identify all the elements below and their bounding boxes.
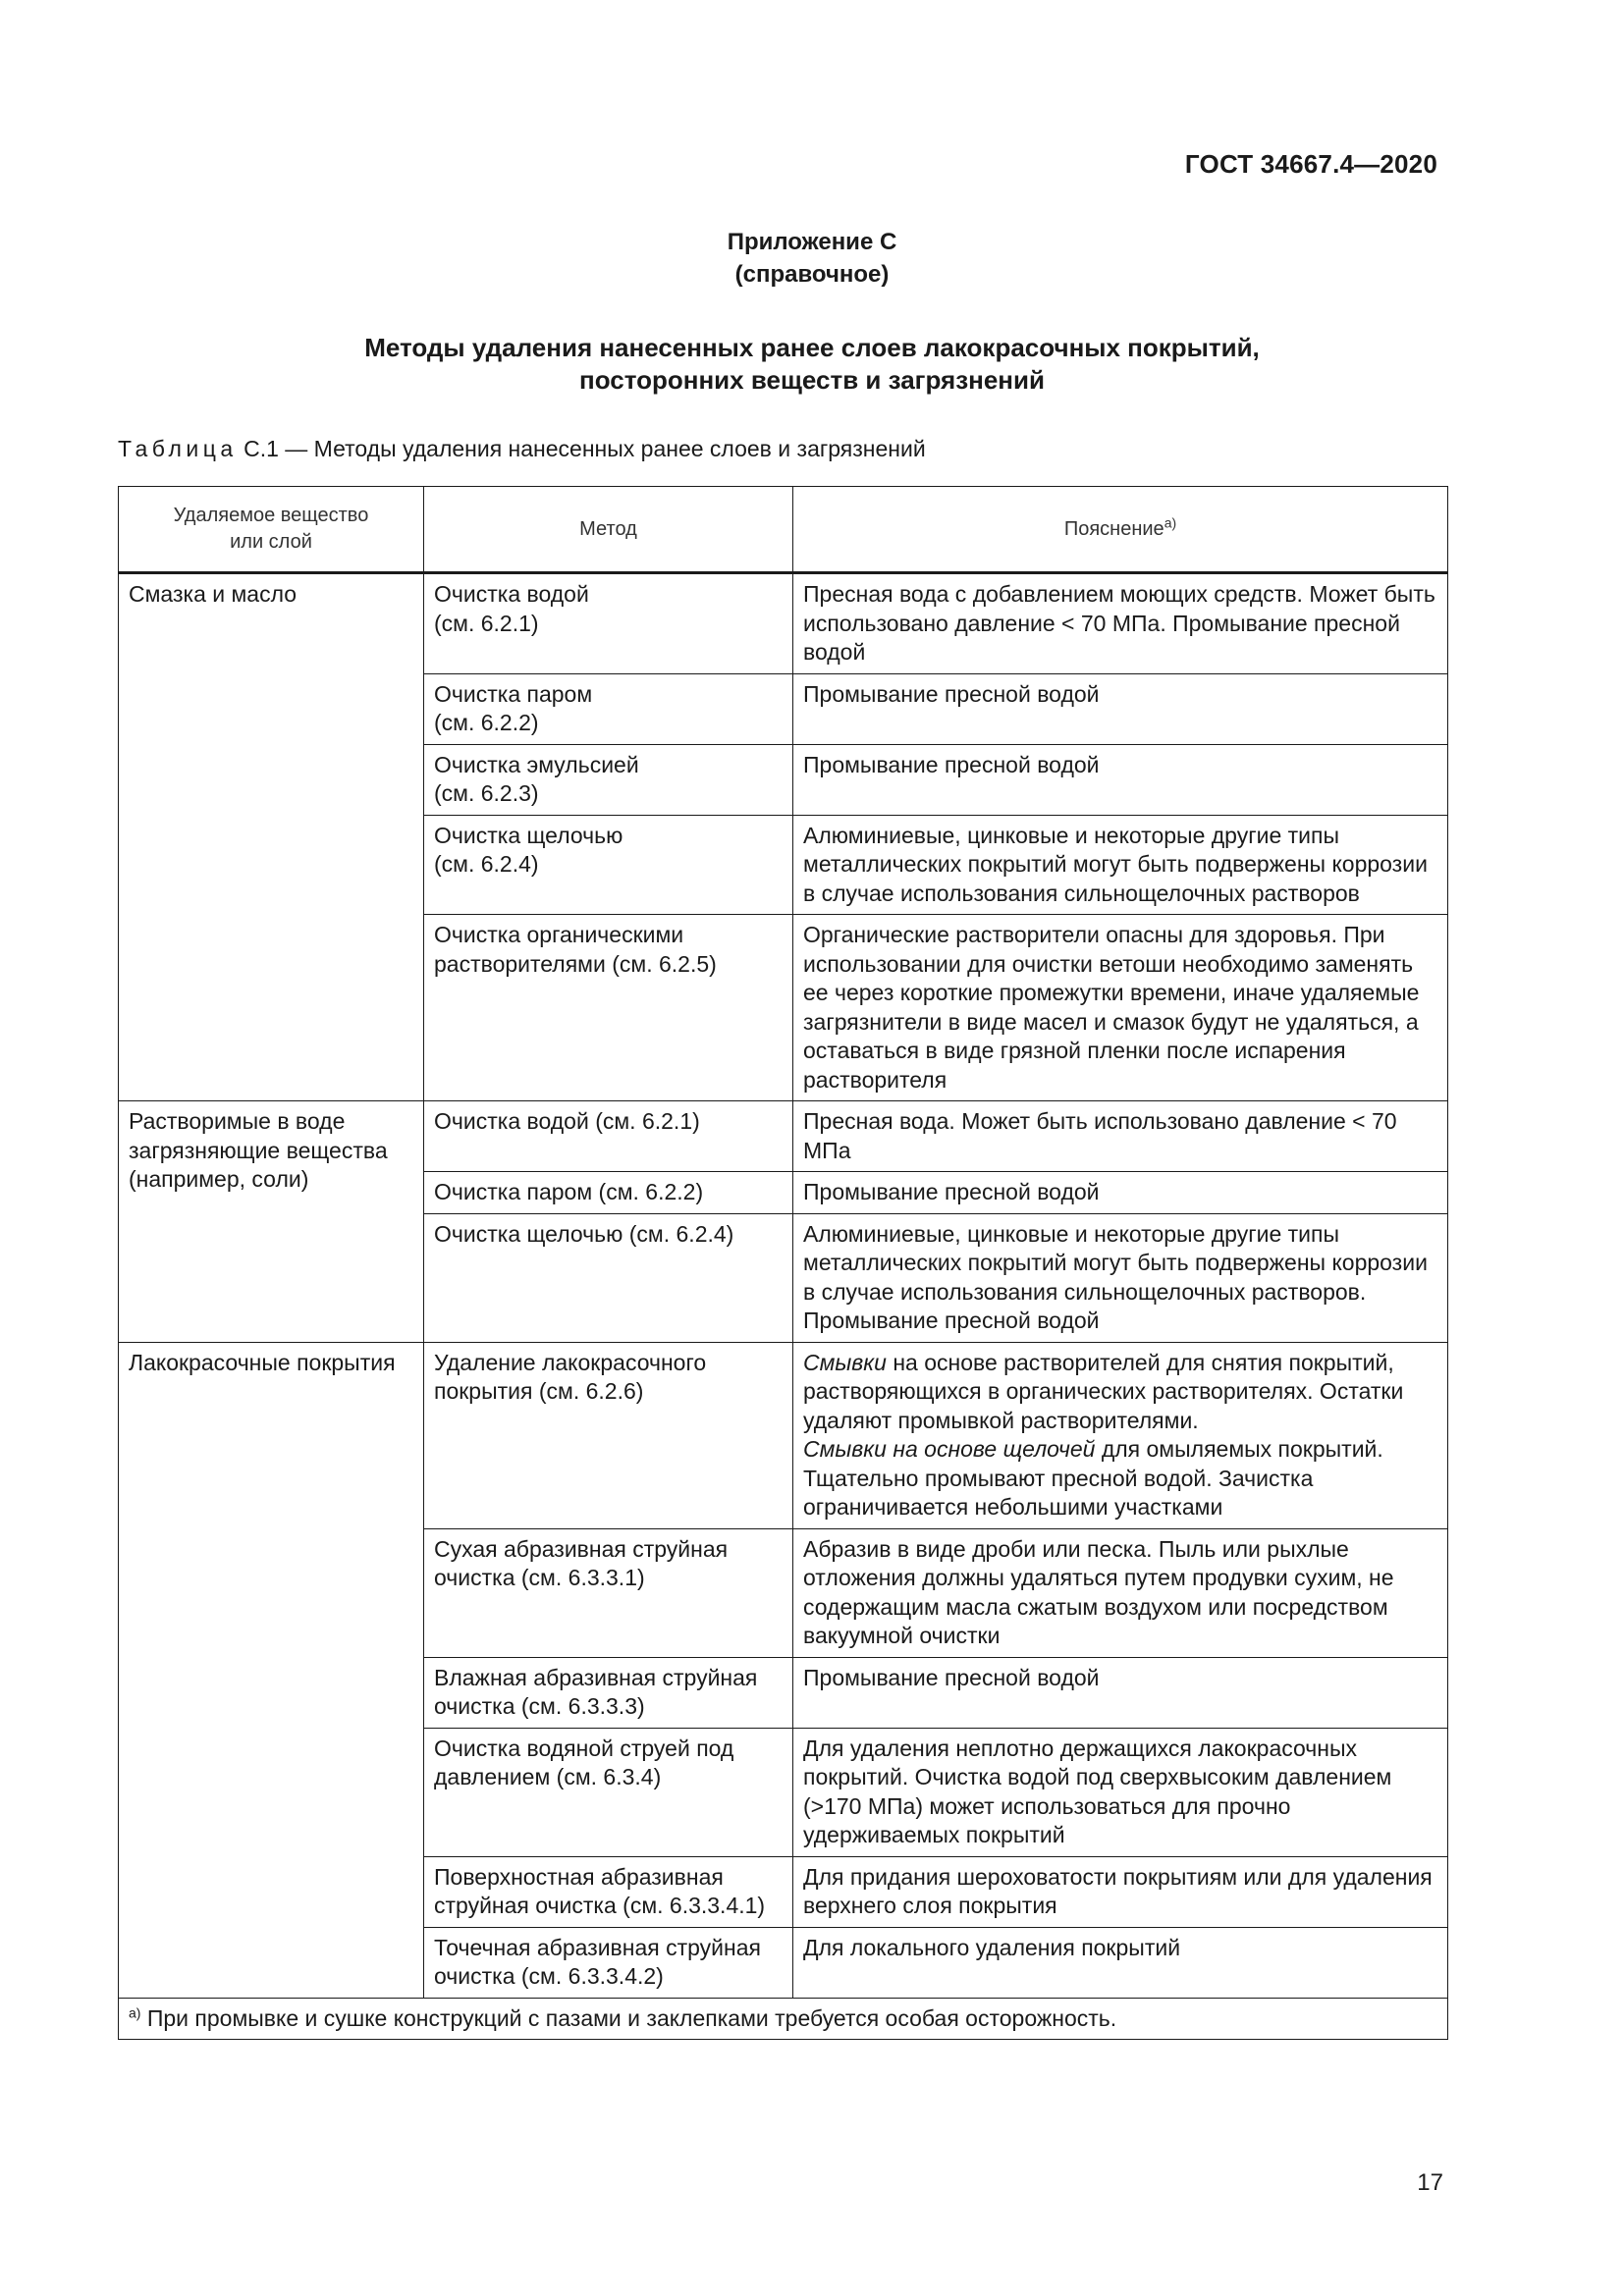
table-row — [119, 1101, 1448, 1172]
method-cell: Очистка водой (см. 6.2.1) — [424, 1101, 793, 1172]
explanation-cell: Органические растворители опасны для здоровья. При использовании для очистки ветоши необходимо заменять ее через короткие промежутки времени, иначе удаляемые загрязнители в виде масел и смазок будут не удаляться, а оставаться в виде грязной пленки после испарения растворителя — [793, 915, 1448, 1101]
method-cell: Очистка водой (см. 6.2.1) — [424, 573, 793, 674]
explanation-italic-term: Смывки на основе щелочей — [803, 1436, 1096, 1462]
section-title-line-1: Методы удаления нанесенных ранее слоев лакокрасочных покрытий, — [364, 333, 1260, 362]
explanation-text: на основе растворителей для снятия покрытий, растворяющихся в органических растворителях. Остатки удаляют промывкой растворителями. — [803, 1349, 1404, 1433]
header-footnote-mark: а) — [1164, 513, 1177, 530]
explanation-cell: Для удаления неплотно держащихся лакокрасочных покрытий. Очистка водой под сверхвысоким давлением (>170 МПа) может использоваться для прочно удерживаемых покрытий — [793, 1728, 1448, 1856]
explanation-cell: Алюминиевые, цинковые и некоторые другие типы металлических покрытий могут быть подвержены коррозии в случае использования сильнощелочных растворов — [793, 815, 1448, 915]
method-cell: Очистка паром (см. 6.2.2) — [424, 673, 793, 744]
header-explanation-text: Пояснение — [1063, 517, 1164, 540]
table-row — [119, 573, 1448, 674]
explanation-cell: Промывание пресной водой — [793, 744, 1448, 815]
footnote-cell — [119, 1998, 1448, 2040]
explanation-italic-term: Смывки — [803, 1349, 887, 1375]
method-cell: Очистка эмульсией (см. 6.2.3) — [424, 744, 793, 815]
method-cell: Очистка щелочью (см. 6.2.4) — [424, 815, 793, 915]
header-explanation — [793, 487, 1448, 573]
method-cell: Очистка паром (см. 6.2.2) — [424, 1172, 793, 1214]
footnote-row — [119, 1998, 1448, 2040]
table-header-row — [119, 487, 1448, 573]
method-cell: Удаление лакокрасочного покрытия (см. 6.2.6) — [424, 1342, 793, 1528]
explanation-cell: Абразив в виде дроби или песка. Пыль или рыхлые отложения должны удаляться путем продувки сухим, не содержащим масла сжатым воздухом или посредством вакуумной очистки — [793, 1528, 1448, 1657]
method-cell: Сухая абразивная струйная очистка (см. 6.3.3.1) — [424, 1528, 793, 1657]
appendix-heading — [0, 226, 1624, 291]
explanation-cell: Пресная вода с добавлением моющих средств. Может быть использовано давление < 70 МПа. Промывание пресной водой — [793, 573, 1448, 674]
header-method: Метод — [424, 487, 793, 573]
table-caption-label: Таблица — [118, 436, 238, 461]
table-caption — [118, 436, 926, 462]
method-cell: Влажная абразивная струйная очистка (см. 6.3.3.3) — [424, 1657, 793, 1728]
table-row — [119, 1342, 1448, 1528]
removal-methods-table — [118, 486, 1448, 2040]
table-caption-text: С.1 — Методы удаления нанесенных ранее слоев и загрязнений — [237, 436, 926, 461]
substance-cell: Смазка и масло — [119, 573, 424, 1101]
substance-cell: Растворимые в воде загрязняющие вещества (например, соли) — [119, 1101, 424, 1343]
explanation-cell: Промывание пресной водой — [793, 1172, 1448, 1214]
explanation-text: для омыляемых покрытий. Тщательно промывают пресной водой. Зачистка ограничивается небольшими участками — [803, 1436, 1383, 1520]
header-substance: Удаляемое вещество или слой — [119, 487, 424, 573]
section-title — [0, 332, 1624, 397]
explanation-cell: Промывание пресной водой — [793, 673, 1448, 744]
explanation-cell: Пресная вода. Может быть использовано давление < 70 МПа — [793, 1101, 1448, 1172]
section-title-line-2: посторонних веществ и загрязнений — [579, 365, 1045, 395]
appendix-type: (справочное) — [734, 261, 890, 288]
document-code: ГОСТ 34667.4—2020 — [1184, 149, 1437, 179]
method-cell: Поверхностная абразивная струйная очистка (см. 6.3.3.4.1) — [424, 1856, 793, 1927]
footnote-text: При промывке и сушке конструкций с пазами и заклепками требуется особая осторожность. — [140, 2004, 1117, 2031]
method-cell: Очистка водяной струей под давлением (см. 6.3.4) — [424, 1728, 793, 1856]
explanation-cell: Для локального удаления покрытий — [793, 1927, 1448, 1998]
page-number: 17 — [1417, 2169, 1443, 2196]
footnote-mark: а) — [129, 2003, 141, 2020]
explanation-cell — [793, 1342, 1448, 1528]
appendix-label: Приложение С — [727, 229, 897, 255]
substance-cell: Лакокрасочные покрытия — [119, 1342, 424, 1998]
explanation-cell: Для придания шероховатости покрытиям или для удаления верхнего слоя покрытия — [793, 1856, 1448, 1927]
explanation-cell: Промывание пресной водой — [793, 1657, 1448, 1728]
method-cell: Точечная абразивная струйная очистка (см. 6.3.3.4.2) — [424, 1927, 793, 1998]
explanation-cell: Алюминиевые, цинковые и некоторые другие типы металлических покрытий могут быть подвержены коррозии в случае использования сильнощелочных растворов. Промывание пресной водой — [793, 1213, 1448, 1342]
method-cell: Очистка органическими растворителями (см. 6.2.5) — [424, 915, 793, 1101]
method-cell: Очистка щелочью (см. 6.2.4) — [424, 1213, 793, 1342]
